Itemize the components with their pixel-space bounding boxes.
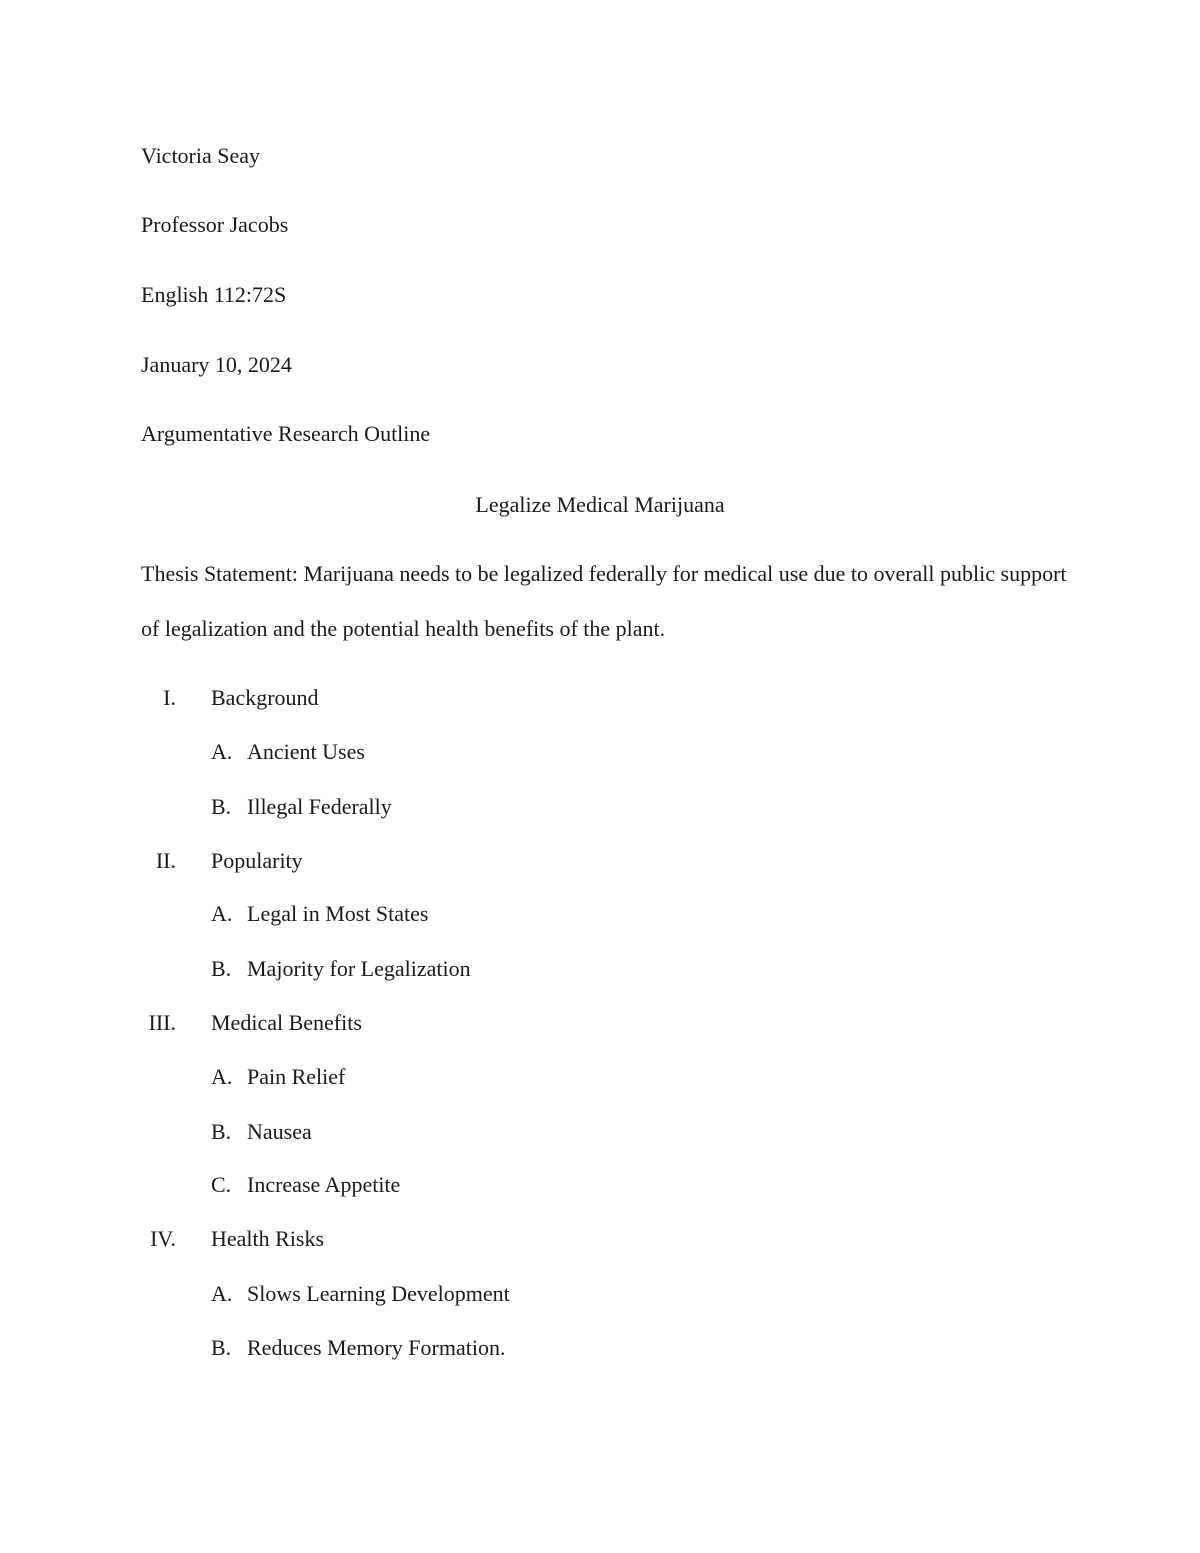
assignment-name: Argumentative Research Outline <box>141 421 431 446</box>
outline-letter: A. <box>211 1281 233 1306</box>
outline-item-label: Majority for Legalization <box>247 956 471 981</box>
outline-section-label: Background <box>211 685 319 710</box>
outline-numeral: III. <box>148 1010 176 1035</box>
outline-section-label: Medical Benefits <box>211 1010 362 1035</box>
outline-letter: B. <box>211 956 232 981</box>
outline-letter: A. <box>211 739 233 764</box>
professor-name: Professor Jacobs <box>141 212 289 237</box>
outline-item-label: Increase Appetite <box>247 1172 401 1197</box>
outline-numeral: I. <box>163 685 176 710</box>
outline-section-label: Popularity <box>211 848 303 873</box>
course-name: English 112:72S <box>141 282 287 307</box>
outline-item-label: Nausea <box>247 1119 312 1144</box>
outline-numeral: II. <box>155 848 176 873</box>
outline-item-label: Legal in Most States <box>247 901 429 926</box>
outline-item-label: Slows Learning Development <box>247 1281 510 1306</box>
outline-letter: A. <box>211 901 233 926</box>
outline-letter: C. <box>211 1172 232 1197</box>
outline-item-label: Reduces Memory Formation. <box>247 1335 506 1360</box>
outline-numeral: IV. <box>150 1226 176 1251</box>
outline-item-label: Illegal Federally <box>247 794 392 819</box>
outline-item-label: Ancient Uses <box>247 739 365 764</box>
thesis-statement: Thesis Statement: Marijuana needs to be legalized federally for medical use due to overall public support of legalization and the potential health benefits of the plant. <box>141 561 1067 641</box>
outline-letter: B. <box>211 1335 232 1360</box>
outline-section-label: Health Risks <box>211 1226 325 1251</box>
outline-letter: B. <box>211 1119 232 1144</box>
document-date: January 10, 2024 <box>141 352 292 377</box>
outline-item-label: Pain Relief <box>247 1064 346 1089</box>
outline-letter: B. <box>211 794 232 819</box>
document-title: Legalize Medical Marijuana <box>475 492 725 517</box>
student-name: Victoria Seay <box>141 143 261 168</box>
outline-letter: A. <box>211 1064 233 1089</box>
